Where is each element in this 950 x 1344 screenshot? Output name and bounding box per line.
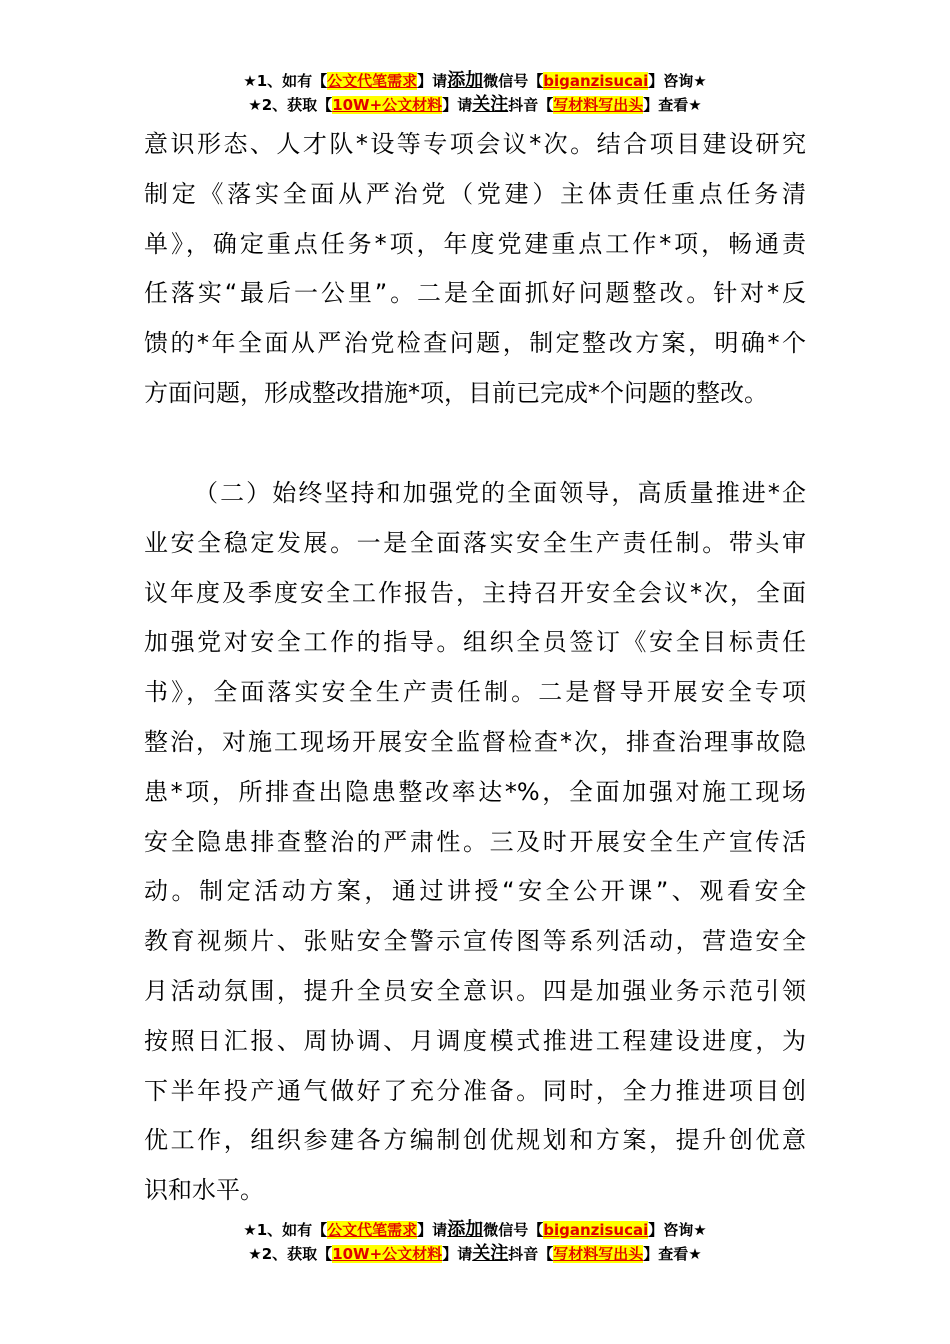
text-line: 优工作，组织参建各方编制创优规划和方案，提升创优意: [144, 1126, 806, 1155]
text-line: （二）始终坚持和加强党的全面领导，高质量推进*企: [194, 479, 806, 507]
banner-row-1: [0, 69, 950, 93]
banner-text: 抖音【: [508, 1245, 554, 1263]
banner-row-2: [0, 93, 950, 117]
banner-douyin-id: 写材料写出头: [553, 96, 644, 114]
text-line: 单》，确定重点任务*项，年度党建重点工作*项，畅通责: [144, 229, 806, 258]
text-line: 患*项，所排查出隐患整改率达*%，全面加强对施工现场: [144, 777, 806, 806]
text-line: 任落实“最后一公里”。二是全面抓好问题整改。针对*反: [144, 279, 806, 308]
banner-text: ★1、如有【: [243, 1221, 328, 1239]
text-line: 整治，对施工现场开展安全监督检查*次，排查治理事故隐: [144, 727, 806, 756]
banner-emphasis: 关注: [472, 1243, 509, 1264]
text-line: 制定《落实全面从严治党（党建）主体责任重点任务清: [144, 179, 806, 208]
banner-emphasis: 添加: [447, 70, 484, 91]
footer-banner: [0, 1218, 950, 1266]
banner-wechat-id: biganzisucai: [543, 72, 649, 90]
banner-text: 微信号【: [483, 72, 544, 90]
banner-highlight: 10W+公文材料: [332, 1245, 443, 1263]
banner-row-2: [0, 1242, 950, 1266]
banner-highlight: 10W+公文材料: [332, 96, 443, 114]
banner-emphasis: 关注: [472, 94, 509, 115]
text-line: 馈的*年全面从严治党检查问题，制定整改方案，明确*个: [144, 329, 806, 358]
banner-text: 】咨询★: [648, 72, 707, 90]
banner-emphasis: 添加: [447, 1219, 484, 1240]
text-line: 书》，全面落实安全生产责任制。二是督导开展安全专项: [144, 678, 806, 707]
text-line: 方面问题，形成整改措施*项，目前已完成*个问题的整改。: [144, 378, 768, 407]
text-line: 议年度及季度安全工作报告，主持召开安全会议*次，全面: [144, 578, 806, 607]
banner-text: 微信号【: [483, 1221, 544, 1239]
header-banner: [0, 69, 950, 117]
banner-text: ★2、获取【: [248, 1245, 333, 1263]
banner-text: 抖音【: [508, 96, 554, 114]
text-line: 意识形态、人才队*设等专项会议*次。结合项目建设研究: [144, 130, 806, 158]
banner-text: 】请: [417, 1221, 448, 1239]
banner-text: 】查看★: [643, 96, 702, 114]
banner-text: ★1、如有【: [243, 72, 328, 90]
text-line: 加强党对安全工作的指导。组织全员签订《安全目标责任: [144, 628, 806, 657]
banner-row-1: [0, 1218, 950, 1242]
banner-douyin-id: 写材料写出头: [553, 1245, 644, 1263]
banner-highlight: 公文代笔需求: [327, 1221, 418, 1239]
text-line: 按照日汇报、周协调、月调度模式推进工程建设进度，为: [144, 1026, 806, 1055]
text-line: 月活动氛围，提升全员安全意识。四是加强业务示范引领: [144, 976, 806, 1005]
banner-text: 】请: [442, 96, 473, 114]
text-line: 下半年投产通气做好了充分准备。同时，全力推进项目创: [144, 1076, 806, 1105]
text-line: 安全隐患排查整治的严肃性。三及时开展安全生产宣传活: [144, 827, 806, 856]
banner-text: 】请: [442, 1245, 473, 1263]
banner-wechat-id: biganzisucai: [543, 1221, 649, 1239]
banner-text: 】咨询★: [648, 1221, 707, 1239]
banner-text: 】请: [417, 72, 448, 90]
paragraph-1: [144, 120, 806, 419]
paragraph-2: [144, 469, 806, 1216]
text-line: 教育视频片、张贴安全警示宣传图等系列活动，营造安全: [144, 927, 806, 956]
banner-text: ★2、获取【: [248, 96, 333, 114]
banner-highlight: 公文代笔需求: [327, 72, 418, 90]
text-line: 识和水平。: [144, 1176, 264, 1205]
banner-text: 】查看★: [643, 1245, 702, 1263]
text-line: 业安全稳定发展。一是全面落实安全生产责任制。带头审: [144, 528, 806, 557]
text-line: 动。制定活动方案，通过讲授“安全公开课”、观看安全: [144, 877, 806, 906]
